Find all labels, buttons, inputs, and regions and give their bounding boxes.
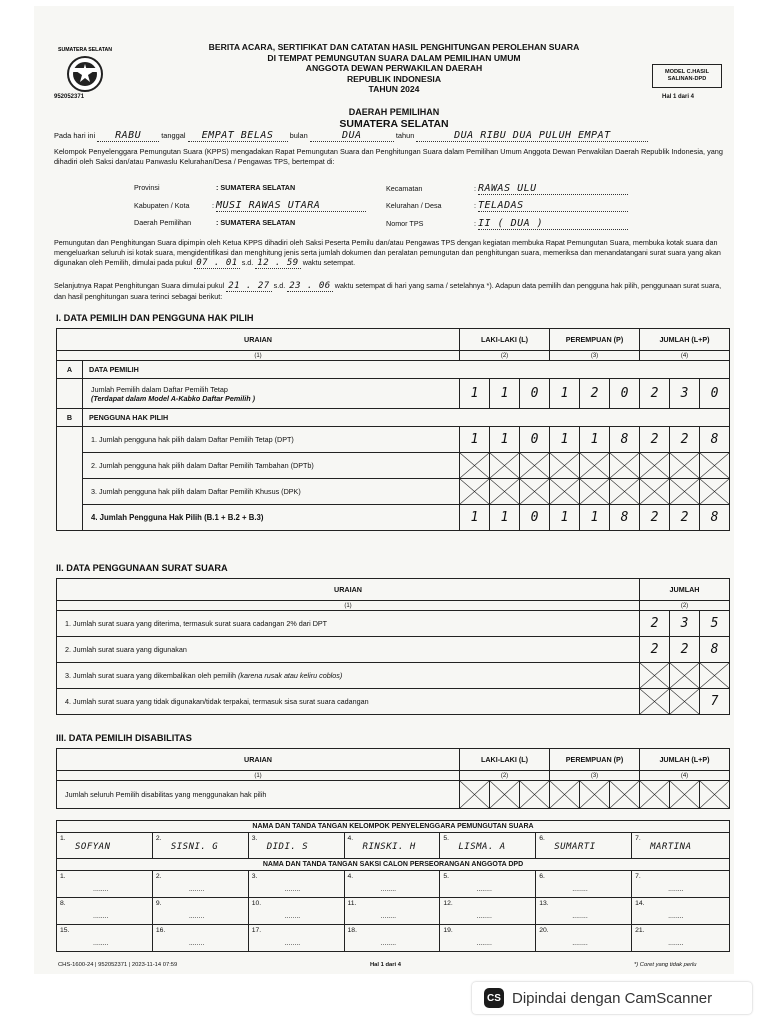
digit-cell: 2 (640, 427, 670, 453)
kpps-name: MARTINA (650, 842, 692, 852)
crossed-cell (700, 663, 730, 689)
cross-mark-icon (610, 781, 639, 808)
tps-value: II ( DUA ) (478, 218, 628, 230)
saksi-num: 10. (251, 900, 262, 907)
digit-cell: 5 (700, 611, 730, 637)
s1-a-row1-text: Jumlah Pemilih dalam Daftar Pemilih Tetap (91, 384, 228, 394)
saksi-cell (344, 925, 440, 952)
provinsi-value: : SUMATERA SELATAN (216, 183, 296, 192)
paragraph-1 (54, 238, 730, 268)
kpps-num: 4. (347, 835, 354, 842)
cross-mark-icon (580, 781, 609, 808)
saksi-cell (632, 898, 730, 925)
form-sheet (34, 6, 734, 974)
crossed-cell (580, 781, 610, 809)
kpu-logo (54, 42, 116, 100)
s1-n1: (1) (57, 351, 460, 361)
s3-col-l: LAKI-LAKI (L) (460, 749, 550, 771)
s1-col-p: PEREMPUAN (P) (550, 329, 640, 351)
s1-b-row3: 3. Jumlah pengguna hak pilih dalam Daftar Pemilih Khusus (DPK) (83, 479, 460, 505)
saksi-num: 17. (251, 927, 262, 934)
saksi-row (57, 925, 730, 952)
digit-cell: 1 (550, 427, 580, 453)
saksi-cell (632, 871, 730, 898)
kpps-name: RINSKI. H (362, 842, 416, 852)
s1-a-row1 (83, 379, 460, 409)
crossed-cell (700, 781, 730, 809)
saksi-dots: ........ (380, 886, 397, 893)
s3-col-j: JUMLAH (L+P) (640, 749, 730, 771)
digit-cell: 2 (640, 637, 670, 663)
kpps-num: 7. (635, 835, 641, 842)
digit-cell: 1 (460, 427, 490, 453)
title-line-3: ANGGOTA DEWAN PERWAKILAN DAERAH (305, 63, 483, 73)
digit-cell: 2 (670, 427, 700, 453)
cross-mark-icon (670, 689, 699, 714)
s1-b-row4: 4. Jumlah Pengguna Hak Pilih (B.1 + B.2 + B.3) (83, 505, 460, 531)
saksi-dots: ........ (93, 886, 109, 893)
kelurahan-value: TELADAS (478, 200, 628, 212)
tps-row (386, 218, 628, 230)
crossed-cell (490, 453, 520, 479)
title-line-1: BERITA ACARA, SERTIFIKAT DAN CATATAN HASIL PENGHITUNGAN PEROLEHAN SUARA (208, 42, 580, 52)
kpps-num: 5. (443, 835, 450, 842)
camscanner-icon: CS (484, 988, 504, 1008)
s3-col-uraian: URAIAN (57, 749, 460, 771)
saksi-row (57, 898, 730, 925)
crossed-cell (580, 453, 610, 479)
saksi-dots: ........ (188, 886, 205, 893)
kpps-row (57, 833, 730, 859)
cross-mark-icon (640, 453, 669, 478)
cross-mark-icon (670, 479, 699, 504)
saksi-num: 18. (347, 927, 357, 934)
month-label: bulan (289, 131, 308, 140)
saksi-dots: ........ (668, 886, 684, 893)
provinsi-row (134, 183, 295, 192)
paragraph-2 (54, 281, 730, 302)
kpps-cell (57, 833, 153, 859)
kpps-name: SUMARTI (554, 842, 596, 852)
saksi-dots: ........ (284, 913, 301, 920)
digit-cell: 1 (490, 505, 520, 531)
saksi-cell (152, 898, 248, 925)
saksi-cell (57, 871, 153, 898)
date-value: EMPAT BELAS (188, 130, 288, 142)
page-number-top: Hal 1 dari 4 (662, 94, 695, 100)
saksi-num: 3. (251, 873, 258, 880)
cross-mark-icon (640, 781, 669, 808)
saksi-cell (57, 925, 153, 952)
cross-mark-icon (490, 479, 519, 504)
cross-mark-icon (550, 781, 579, 808)
saksi-num: 12. (443, 900, 453, 907)
s3-n1: (1) (57, 771, 460, 781)
cross-mark-icon (580, 479, 609, 504)
digit-cell: 1 (580, 427, 610, 453)
title-line-5: TAHUN 2024 (368, 84, 420, 94)
digit-cell: 2 (580, 379, 610, 409)
cross-mark-icon (670, 781, 699, 808)
cross-mark-icon (700, 479, 729, 504)
time2-sd: s.d. (273, 281, 286, 290)
cross-mark-icon (520, 781, 549, 808)
crossed-cell (490, 781, 520, 809)
crossed-cell (640, 781, 670, 809)
saksi-num: 5. (443, 873, 450, 880)
kpps-cell (440, 833, 536, 859)
crossed-cell (640, 453, 670, 479)
s1-a-letter: A (57, 361, 83, 379)
cross-mark-icon (640, 663, 669, 688)
saksi-dots: ........ (668, 913, 684, 920)
s1-col-uraian: URAIAN (57, 329, 460, 351)
s1-b-row1: 1. Jumlah pengguna hak pilih dalam Daftar Pemilih Tetap (DPT) (83, 427, 460, 453)
crossed-cell (610, 781, 640, 809)
digit-cell: 8 (610, 505, 640, 531)
saksi-cell (440, 871, 536, 898)
section-2-table (56, 578, 730, 715)
s2-n2: (2) (640, 601, 730, 611)
kpps-name: DIDI. S (266, 842, 309, 852)
s3-n3: (3) (550, 771, 640, 781)
kpps-num: 3. (251, 835, 258, 842)
provinsi-label: Provinsi (134, 183, 160, 192)
intro-text: Kelompok Penyelenggara Pemungutan Suara (KPPS) mengadakan Rapat Pemungutan Suara dan Penghitungan Suara dalam Pemilihan Umum Anggota Dewan Perwakilan Daerah Republik Indonesia, yang dihadiri oleh Saksi dan/atau Panwaslu Kelurahan/Desa / Pengawas TPS, bertempat di: (54, 147, 723, 166)
time-start: 07 . 01 (196, 257, 238, 268)
document-title (184, 42, 604, 130)
saksi-dots: ........ (572, 913, 588, 920)
cross-mark-icon (670, 453, 699, 478)
paragraph-2-text-b: waktu setempat di hari yang sama / setelahnya *). Adapun data pemilih dan pengguna hak pilih, penggunaan surat suara, dan hasil penghitungan suara terinci sebagai berikut: (54, 281, 722, 301)
digit-cell: 1 (580, 505, 610, 531)
kpps-num: 6. (539, 835, 545, 842)
kelurahan-colon: : (474, 201, 476, 210)
model-code-2: SALINAN-DPD (667, 76, 707, 82)
crossed-cell (550, 453, 580, 479)
saksi-cell (344, 898, 440, 925)
s1-a-title: DATA PEMILIH (83, 361, 730, 379)
kpps-name: SISNI. G (170, 842, 219, 852)
saksi-title: NAMA DAN TANDA TANGAN SAKSI CALON PERSEORANGAN ANGGOTA DPD (57, 859, 730, 871)
dapil-value: : SUMATERA SELATAN (216, 218, 296, 227)
day-value: RABU (97, 130, 159, 142)
saksi-num: 16. (155, 927, 166, 934)
kpps-cell (248, 833, 344, 859)
cross-mark-icon (460, 479, 489, 504)
s3-col-p: PEREMPUAN (P) (550, 749, 640, 771)
paragraph-1-text: Pemungutan dan Penghitungan Suara dipimpin oleh Ketua KPPS dihadiri oleh Saksi Peserta Pemilu dan/atau Pengawas TPS dengan kegiatan membuka Rapat Pemungutan Suara, membuka kotak suara dan mengeluarkan seluruh isi kotak suara, mengidentifikasi dan menghitung jenis serta jumlah dokumen dan peralatan pemungutan dan penghitungan suara, memeriksa dan menandatangani surat suara yang akan digunakan oleh Pemilih, dimulai pada pukul (54, 238, 721, 267)
saksi-num: 2. (155, 873, 162, 880)
digit-cell: 1 (550, 505, 580, 531)
kabupaten-value: MUSI RAWAS UTARA (216, 200, 366, 212)
saksi-dots: ........ (380, 940, 397, 947)
logo-code: 952052371 (54, 94, 85, 100)
crossed-cell (580, 479, 610, 505)
year-label: tahun (395, 131, 415, 140)
digit-cell: 8 (700, 427, 730, 453)
saksi-dots: ........ (476, 940, 492, 947)
date-line (54, 130, 734, 142)
digit-cell: 1 (490, 427, 520, 453)
saksi-dots: ........ (93, 940, 109, 947)
kecamatan-colon: : (474, 184, 476, 193)
crossed-cell (460, 781, 490, 809)
s2-row2: 2. Jumlah surat suara yang digunakan (57, 637, 640, 663)
s3-n4: (4) (640, 771, 730, 781)
digit-cell: 3 (670, 379, 700, 409)
crossed-cell (460, 453, 490, 479)
saksi-num: 13. (539, 900, 549, 907)
section-3-table (56, 748, 730, 809)
saksi-num: 15. (60, 927, 70, 934)
saksi-num: 14. (635, 900, 645, 907)
region-name: SUMATERA SELATAN (339, 117, 449, 130)
s1-n4: (4) (640, 351, 730, 361)
saksi-cell (152, 925, 248, 952)
saksi-dots: ........ (93, 913, 109, 920)
cross-mark-icon (610, 479, 639, 504)
s1-col-j: JUMLAH (L+P) (640, 329, 730, 351)
digit-cell: 2 (640, 505, 670, 531)
s2-row3-text: 3. Jumlah surat suara yang dikembalikan oleh pemilih (65, 671, 236, 680)
s3-row1: Jumlah seluruh Pemilih disabilitas yang menggunakan hak pilih (57, 781, 460, 809)
s1-n2: (2) (460, 351, 550, 361)
saksi-num: 19. (443, 927, 453, 934)
cross-mark-icon (520, 479, 549, 504)
time-suffix: waktu setempat. (302, 257, 356, 267)
crossed-cell (520, 453, 550, 479)
tps-label: Nomor TPS (386, 219, 424, 228)
model-code: MODEL C.HASIL (664, 69, 710, 75)
time-end: 12 . 59 (257, 257, 299, 268)
section-1-table (56, 328, 730, 531)
s2-n1: (1) (57, 601, 640, 611)
kabupaten-row (134, 200, 366, 212)
kpps-num: 1. (60, 835, 66, 842)
saksi-num: 7. (635, 873, 641, 880)
cross-mark-icon (550, 453, 579, 478)
s1-b-letter: B (57, 409, 83, 427)
crossed-cell (490, 479, 520, 505)
crossed-cell (610, 453, 640, 479)
saksi-dots: ........ (188, 940, 205, 947)
kpps-num: 2. (155, 835, 162, 842)
time2-start: 21 . 27 (228, 281, 270, 291)
cross-mark-icon (700, 781, 729, 808)
digit-cell: 1 (460, 505, 490, 531)
saksi-cell (248, 871, 344, 898)
footer-code: CHS-1600-24 | 952052371 | 2023-11-14 07:59 (58, 962, 178, 968)
crossed-cell (670, 479, 700, 505)
digit-cell: 8 (700, 505, 730, 531)
paragraph-2-text-a: Selanjutnya Rapat Penghitungan Suara dimulai pukul (54, 281, 225, 290)
crossed-cell (670, 663, 700, 689)
saksi-num: 9. (155, 900, 162, 907)
time-sd: s.d. (241, 257, 254, 267)
crossed-cell (460, 479, 490, 505)
saksi-cell (248, 925, 344, 952)
digit-cell: 0 (700, 379, 730, 409)
kpps-cell (152, 833, 248, 859)
s2-row4: 4. Jumlah surat suara yang tidak digunakan/tidak terpakai, termasuk sisa surat suara cadangan (57, 689, 640, 715)
dapil-row (134, 218, 295, 227)
saksi-cell (440, 898, 536, 925)
digit-cell: 2 (640, 379, 670, 409)
digit-cell: 0 (520, 505, 550, 531)
saksi-cell (536, 925, 632, 952)
saksi-cell (440, 925, 536, 952)
kelurahan-label: Kelurahan / Desa (386, 201, 442, 210)
title-line-2: DI TEMPAT PEMUNGUTAN SUARA DALAM PEMILIHAN UMUM (267, 52, 521, 63)
cross-mark-icon (550, 479, 579, 504)
kpps-cell (632, 833, 730, 859)
s1-b-title: PENGGUNA HAK PILIH (83, 409, 730, 427)
saksi-num: 1. (60, 873, 66, 880)
s2-col-uraian: URAIAN (57, 579, 640, 601)
kecamatan-label: Kecamatan (386, 184, 423, 193)
cross-mark-icon (700, 453, 729, 478)
s1-a-row1-note: (Terdapat dalam Model A-Kabko Daftar Pemilih ) (91, 393, 256, 403)
saksi-cell (344, 871, 440, 898)
digit-cell: 0 (610, 379, 640, 409)
digit-cell: 1 (460, 379, 490, 409)
model-box (652, 64, 722, 88)
cross-mark-icon (490, 781, 519, 808)
kelurahan-row (386, 200, 628, 212)
tps-colon: : (474, 219, 476, 228)
cross-mark-icon (520, 453, 549, 478)
s2-col-j: JUMLAH (640, 579, 730, 601)
logo-text-top: SUMATERA SELATAN (58, 47, 112, 53)
digit-cell: 2 (670, 637, 700, 663)
crossed-cell (670, 781, 700, 809)
crossed-cell (670, 689, 700, 715)
crossed-cell (640, 663, 670, 689)
digit-cell: 8 (700, 637, 730, 663)
saksi-row (57, 871, 730, 898)
kabupaten-colon: : (212, 201, 214, 210)
s2-row3 (57, 663, 640, 689)
kpps-cell (344, 833, 440, 859)
digit-cell: 1 (550, 379, 580, 409)
crossed-cell (520, 479, 550, 505)
region-label: DAERAH PEMILIHAN (348, 106, 440, 117)
digit-cell: 2 (640, 611, 670, 637)
kabupaten-label: Kabupaten / Kota (134, 201, 190, 210)
kecamatan-value: RAWAS ULU (478, 183, 628, 195)
cross-mark-icon (640, 689, 669, 714)
saksi-dots: ........ (476, 913, 492, 920)
crossed-cell (640, 479, 670, 505)
section-2-title: II. DATA PENGGUNAAN SURAT SUARA (56, 563, 228, 573)
crossed-cell (700, 479, 730, 505)
camscanner-badge (472, 982, 752, 1014)
saksi-cell (57, 898, 153, 925)
footer-page: Hal 1 dari 4 (370, 962, 401, 968)
date-label: tanggal (161, 131, 186, 140)
saksi-num: 21. (635, 927, 645, 934)
digit-cell: 7 (700, 689, 730, 715)
saksi-dots: ........ (668, 940, 684, 947)
saksi-num: 8. (60, 900, 66, 907)
kpps-cell (536, 833, 632, 859)
saksi-cell (632, 925, 730, 952)
crossed-cell (550, 781, 580, 809)
day-label: Pada hari ini (54, 131, 96, 140)
footer-note: *) Coret yang tidak perlu (634, 962, 697, 968)
digit-cell: 1 (490, 379, 520, 409)
digit-cell: 0 (520, 379, 550, 409)
time2-end: 23 . 06 (289, 281, 331, 291)
cross-mark-icon (460, 453, 489, 478)
cross-mark-icon (700, 663, 729, 688)
crossed-cell (610, 479, 640, 505)
kpps-name: SOFYAN (75, 842, 111, 852)
s3-n2: (2) (460, 771, 550, 781)
month-value: DUA (310, 130, 394, 142)
s1-col-l: LAKI-LAKI (L) (460, 329, 550, 351)
saksi-cell (536, 871, 632, 898)
cross-mark-icon (490, 453, 519, 478)
digit-cell: 0 (520, 427, 550, 453)
dapil-label: Daerah Pemilihan (134, 218, 192, 227)
cross-mark-icon (580, 453, 609, 478)
digit-cell: 3 (670, 611, 700, 637)
section-1-title: I. DATA PEMILIH DAN PENGGUNA HAK PILIH (56, 313, 254, 323)
kecamatan-row (386, 183, 628, 195)
cross-mark-icon (640, 479, 669, 504)
saksi-dots: ........ (572, 940, 588, 947)
kpps-title: NAMA DAN TANDA TANGAN KELOMPOK PENYELENGGARA PEMUNGUTAN SUARA (57, 821, 730, 833)
saksi-dots: ........ (284, 940, 301, 947)
saksi-num: 4. (347, 873, 354, 880)
crossed-cell (700, 453, 730, 479)
camscanner-text: Dipindai dengan CamScanner (512, 989, 713, 1007)
s2-row1: 1. Jumlah surat suara yang diterima, termasuk surat suara cadangan 2% dari DPT (57, 611, 640, 637)
signature-table (56, 820, 730, 952)
section-3-title: III. DATA PEMILIH DISABILITAS (56, 733, 192, 743)
crossed-cell (550, 479, 580, 505)
saksi-num: 20. (539, 927, 549, 934)
saksi-dots: ........ (380, 913, 397, 920)
saksi-num: 6. (539, 873, 545, 880)
year-value: DUA RIBU DUA PULUH EMPAT (416, 130, 648, 142)
crossed-cell (520, 781, 550, 809)
crossed-cell (670, 453, 700, 479)
s1-b-row2: 2. Jumlah pengguna hak pilih dalam Daftar Pemilih Tambahan (DPTb) (83, 453, 460, 479)
cross-mark-icon (670, 663, 699, 688)
saksi-cell (536, 898, 632, 925)
cross-mark-icon (610, 453, 639, 478)
saksi-cell (248, 898, 344, 925)
s1-n3: (3) (550, 351, 640, 361)
crossed-cell (640, 689, 670, 715)
kpps-name: LISMA. A (458, 842, 506, 852)
saksi-cell (152, 871, 248, 898)
title-line-4: REPUBLIK INDONESIA (346, 73, 442, 84)
saksi-dots: ........ (284, 886, 301, 893)
digit-cell: 2 (670, 505, 700, 531)
saksi-num: 11. (347, 900, 357, 907)
cross-mark-icon (460, 781, 489, 808)
saksi-dots: ........ (188, 913, 205, 920)
saksi-dots: ........ (572, 886, 588, 893)
s2-row3-note: (karena rusak atau keliru coblos) (238, 671, 343, 680)
saksi-dots: ........ (476, 886, 492, 893)
digit-cell: 8 (610, 427, 640, 453)
